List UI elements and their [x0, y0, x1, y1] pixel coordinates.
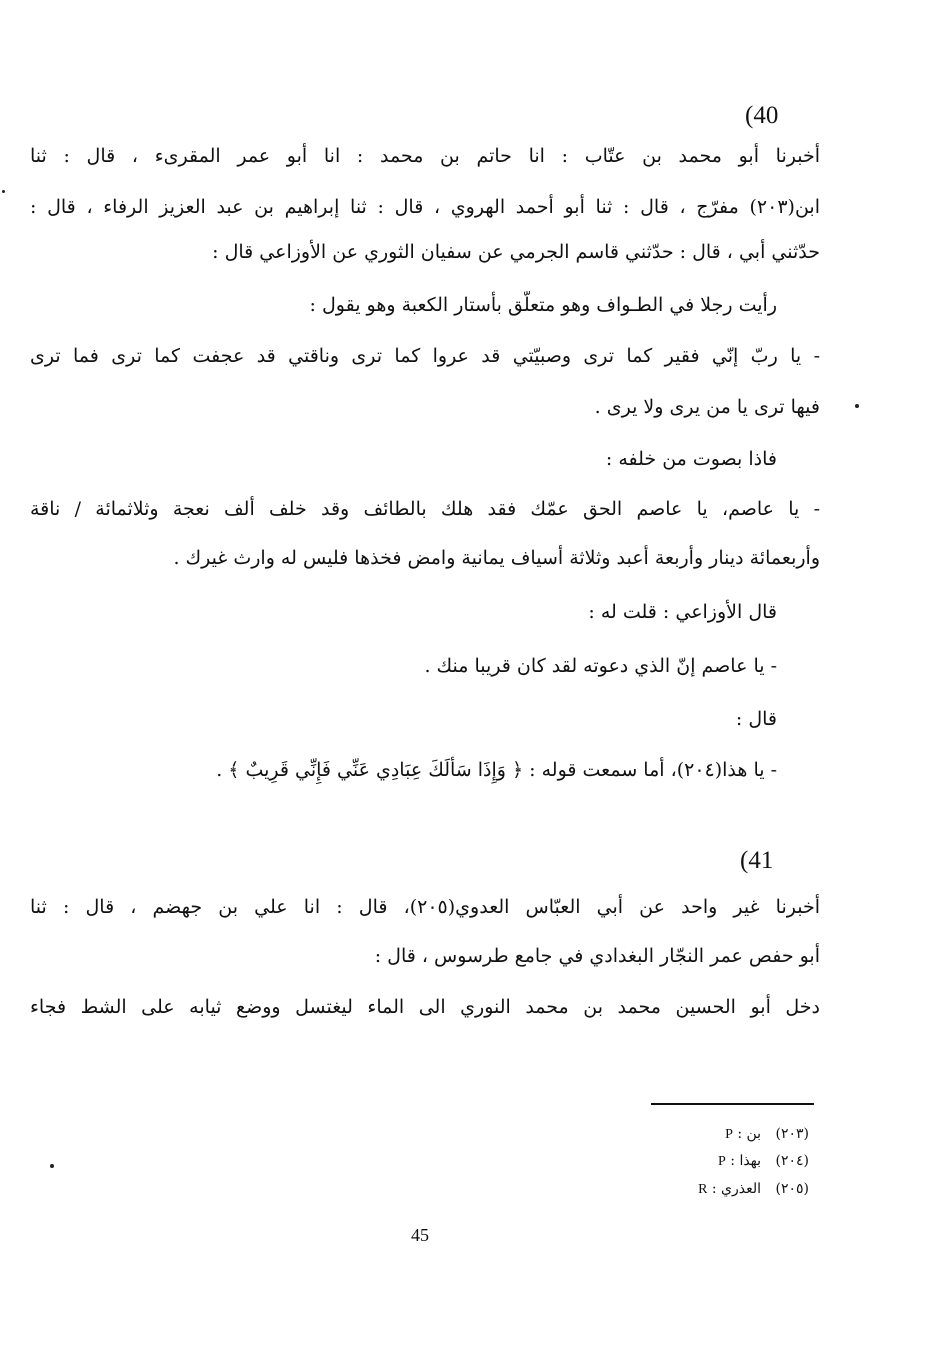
scan-speck [855, 404, 859, 408]
page-number: 45 [411, 1225, 429, 1245]
text-line: قال : [735, 708, 777, 730]
footnote-separator [651, 1103, 814, 1105]
footnote-number: (٢٠٥) [775, 1181, 809, 1197]
text-line: - يا عاصم، يا عاصم الحق عمّك فقد هلك بالطائف وقد خلف ألف نعجة وثلاثمائة / ناقة [30, 498, 820, 520]
footnote-source: P [718, 1154, 726, 1169]
quran-verse-line: - يا هذا(٢٠٤)، أما سمعت قوله : ﴿ وَإِذَا سَأَلَكَ عِبَادِي عَنِّي فَإِنِّي قَرِيبٌ ﴾ . [216, 759, 777, 781]
footnote-source: R [698, 1182, 708, 1197]
footnote-203 [725, 1125, 809, 1144]
footnote-text: بهذا : [730, 1153, 762, 1169]
text-line: - يا عاصم إنّ الذي دعوته لقد كان قريبا منك . [424, 655, 777, 677]
text-line: أبو حفص عمر النجّار البغدادي في جامع طرسوس ، قال : [374, 945, 820, 967]
text-line: أخبرنا غير واحد عن أبي العبّاس العدوي(٢٠٥)، قال : انا علي بن جهضم ، قال : ثنا [30, 896, 820, 918]
text-line: ابن(٢٠٣) مفرّج ، قال : ثنا أبو أحمد الهروي ، قال : ثنا إبراهيم بن عبد العزيز الرفاء ، قال : [30, 196, 820, 218]
footnote-text: العذري : [711, 1181, 762, 1197]
text-line: - يا ربّ إنّي فقير كما ترى وصبيّتي قد عروا كما ترى وناقتي قد عجفت كما ترى فما ترى [30, 345, 820, 367]
scan-speck [50, 1164, 54, 1168]
footnote-205 [698, 1180, 809, 1199]
text-line: قال الأوزاعي : قلت له : [588, 601, 777, 623]
section-number-41: (41 [740, 847, 774, 874]
text-line: وأربعمائة دينار وأربعة أعبد وثلاثة أسياف يمانية وامض فخذها فليس له وارث غيرك . [173, 547, 820, 569]
footnote-text: بن : [737, 1126, 762, 1142]
footnote-204 [718, 1152, 809, 1171]
text-line: أخبرنا أبو محمد بن عتّاب : انا حاتم بن محمد : انا أبو عمر المقرىء ، قال : ثنا [30, 145, 820, 167]
text-line: فاذا بصوت من خلفه : [605, 448, 777, 470]
section-number-40: (40 [745, 102, 779, 129]
text-line: رأيت رجلا في الطـواف وهو متعلّق بأستار الكعبة وهو يقول : [309, 294, 777, 316]
footnote-number: (٢٠٣) [775, 1126, 809, 1142]
text-line: حدّثني أبي ، قال : حدّثني قاسم الجرمي عن سفيان الثوري عن الأوزاعي قال : [212, 241, 820, 263]
footnote-source: P [725, 1127, 733, 1142]
text-line: دخل أبو الحسين محمد بن محمد النوري الى الماء ليغتسل ووضع ثيابه على الشط فجاء [30, 996, 820, 1018]
footnote-number: (٢٠٤) [775, 1153, 809, 1169]
scan-speck [2, 190, 5, 193]
text-line: فيها ترى يا من يرى ولا يرى . [594, 396, 820, 418]
